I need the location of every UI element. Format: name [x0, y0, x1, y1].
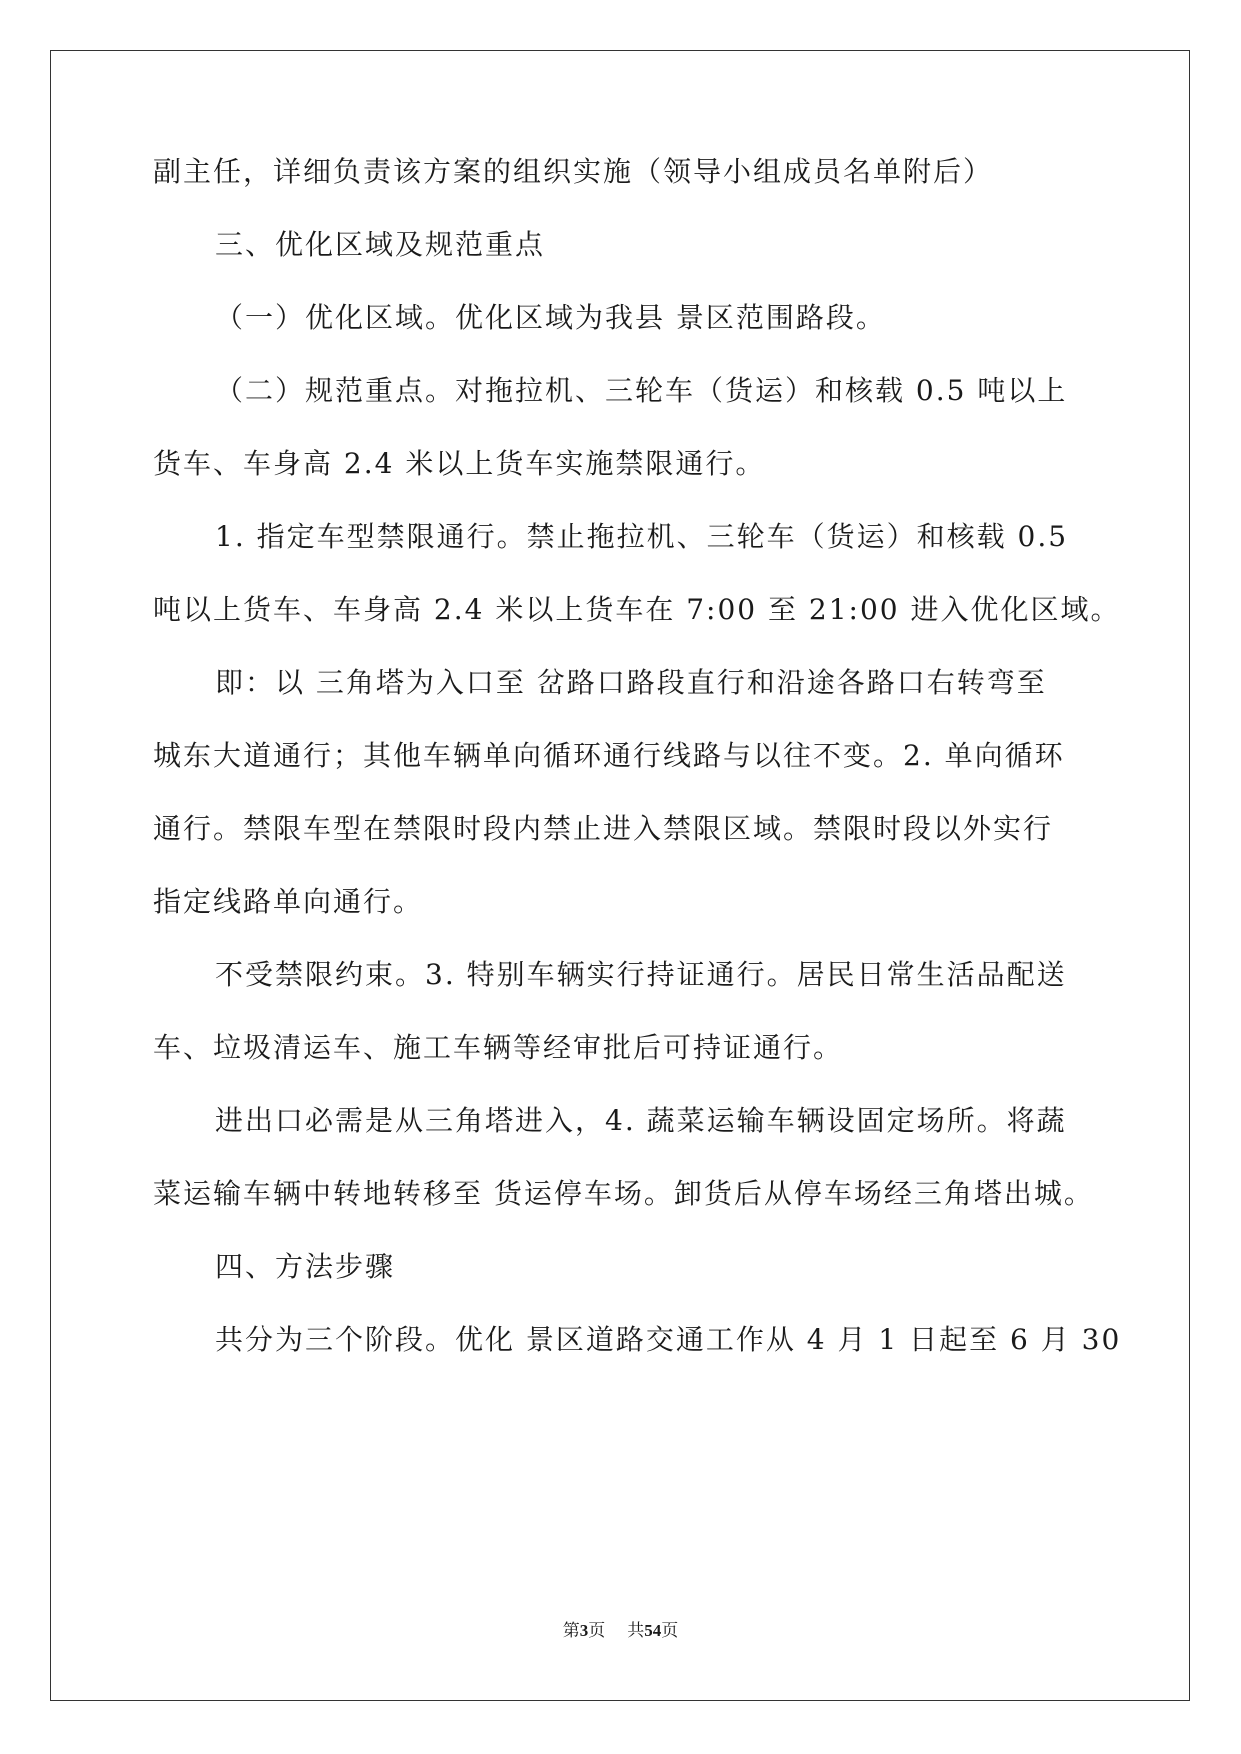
- paragraph-line: 菜运输车辆中转地转移至 货运停车场。卸货后从停车场经三角塔出城。: [153, 1177, 1094, 1210]
- paragraph-line: 即：以 三角塔为入口至 岔路口路段直行和沿途各路口右转弯至: [215, 666, 1047, 699]
- page-prefix: 第: [562, 1621, 580, 1640]
- paragraph-line: 车、垃圾清运车、施工车辆等经审批后可持证通行。: [153, 1031, 844, 1064]
- paragraph-line: 共分为三个阶段。优化 景区道路交通工作从 4 月 1 日起至 6 月 30: [215, 1323, 1122, 1356]
- paragraph-line: 货车、车身高 2.4 米以上货车实施禁限通行。: [153, 447, 766, 480]
- paragraph-line: 副主任，详细负责该方案的组织实施（领导小组成员名单附后）: [153, 155, 994, 188]
- current-page-number: 3: [579, 1621, 589, 1640]
- paragraph-line: 指定线路单向通行。: [153, 885, 424, 918]
- paragraph-line: 1. 指定车型禁限通行。禁止拖拉机、三轮车（货运）和核载 0.5: [215, 520, 1069, 553]
- total-unit: 页: [661, 1621, 679, 1640]
- paragraph-line: 吨以上货车、车身高 2.4 米以上货车在 7:00 至 21:00 进入优化区域。: [153, 593, 1121, 626]
- section-heading: 三、优化区域及规范重点: [215, 228, 546, 261]
- paragraph-line: 进出口必需是从三角塔进入，4. 蔬菜运输车辆设固定场所。将蔬: [215, 1104, 1067, 1137]
- total-page-count: 54: [644, 1621, 662, 1640]
- page-unit: 页: [588, 1621, 606, 1640]
- paragraph-line: 城东大道通行；其他车辆单向循环通行线路与以往不变。2. 单向循环: [153, 739, 1065, 772]
- paragraph-line: （一）优化区域。优化区域为我县 景区范围路段。: [215, 301, 886, 334]
- paragraph-line: 通行。禁限车型在禁限时段内禁止进入禁限区域。禁限时段以外实行: [153, 812, 1054, 845]
- paragraph-line: 不受禁限约束。3. 特别车辆实行持证通行。居民日常生活品配送: [215, 958, 1067, 991]
- page-footer: [0, 1619, 1241, 1643]
- section-heading: 四、方法步骤: [215, 1250, 396, 1283]
- total-prefix: 共: [627, 1621, 645, 1640]
- paragraph-line: （二）规范重点。对拖拉机、三轮车（货运）和核载 0.5 吨以上: [215, 374, 1068, 407]
